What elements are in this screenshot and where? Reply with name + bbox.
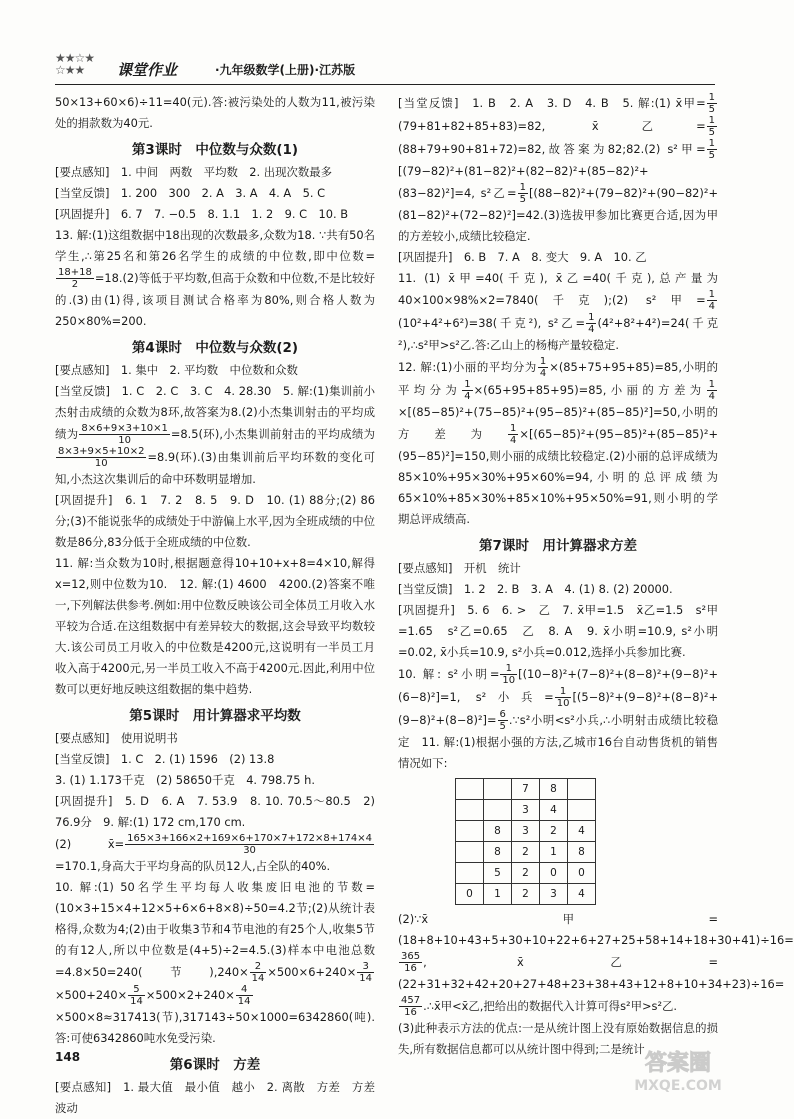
answer-paragraph: 3. (1) 1.173千克 (2) 58650千克 4. 798.75 h. [55, 773, 315, 787]
fraction: $\frac{457}{16}$ [401, 995, 421, 1018]
grid-row [456, 800, 596, 821]
fraction: $\frac{1}{5}$ [708, 92, 715, 115]
grid-cell: 0 [456, 884, 484, 905]
grid-row [456, 821, 596, 842]
watermark-line-2: MXQE.COM [634, 1078, 722, 1094]
grid-row [456, 884, 596, 905]
answer-paragraph: [当堂反馈] 1. C 2. (1) 1596 (2) 13.8 [55, 752, 275, 766]
fraction: $\frac{4}{14}$ [237, 984, 251, 1007]
answer-paragraph: [要点感知] 开机 统计 [398, 561, 521, 575]
answer-paragraph: [当堂反馈] 1. B 2. A 3. D 4. B 5. 解:(1) x̄甲= $\frac{1}{5}$ (79+81+82+85+83)=82, x̄乙= $\frac{1}{5}$ (88+79+90+81+72)=82,故答案为82;82.(2) s²甲= $\frac{1}{5}$ [(79−82)²+(81−82)²+(82−82)²+(85−82)²+(83−82)²]=4, s²乙= $\frac{1}{5}$ [(88−82)²+(79−82)²+(90−82)²+(81−82)²+(72−82)²]=42.(3)选拔甲参加比赛更合适,因为甲的方差较小,成绩比较稳定. [398, 92, 718, 243]
grid-cell: 8 [568, 842, 596, 863]
grid-row [456, 842, 596, 863]
fraction: $\frac{1}{4}$ [464, 379, 471, 402]
sales-grid [455, 778, 596, 905]
fraction: $\frac{1}{4}$ [708, 379, 715, 402]
grid-cell [484, 800, 512, 821]
grid-cell [568, 779, 596, 800]
decorative-stars-icon: ★★☆★ ☆★★ [55, 51, 95, 77]
grid-cell: 1 [540, 842, 568, 863]
fraction: $\frac{1}{4}$ [708, 289, 715, 312]
answer-paragraph: [要点感知] 1. 中间 两数 平均数 2. 出现次数最多 [55, 165, 333, 179]
answer-paragraph: (2) x̄= $\frac{165\times 3+166\times 2+169\times 6+170\times 7+172\times 8+174\times 4}{30}$ =170.1,身高大于平均身高的队员12人,占全队的40%. [55, 833, 372, 873]
answer-paragraph: [当堂反馈] 1. 2 2. B 3. A 4. (1) 8. (2) 20000. [398, 582, 673, 596]
answer-paragraph: [当堂反馈] 1. C 2. C 3. C 4. 28.30 5. 解:(1)集训前小杰射击成绩的众数为8环,故答案为8.(2)小杰集训射击的平均成绩为 $\frac{8\times 6+9\times 3+10\times 1}{10}$ =8.5(环),小杰集训前射击的平均成绩为 $\frac{8\times 3+9\times 5+10\times 2}{10}$ =8.9(环).(3)由集训前后平均环数的变化可知,小杰这次集训后的命中环数明显增加. [55, 384, 375, 486]
grid-cell: 2 [512, 863, 540, 884]
fraction: $\frac{8\times 6+9\times 3+10\times 1}{10}$ [81, 423, 168, 446]
fraction: $\frac{8\times 3+9\times 5+10\times 2}{10}$ [58, 446, 145, 469]
answer-paragraph: 12. 解:(1)小丽的平均分为 $\frac{1}{4}$ ×(85+75+95+85)=85,小明的平均分为 $\frac{1}{4}$ ×(65+95+85+95)=85,小丽的方差为 $\frac{1}{4}$ ×[(85−85)²+(75−85)²+(95−85)²+(85−85)²]=50,小明的方差为 $\frac{1}{4}$ ×[(65−85)²+(95−85)²+(85−85)²+(95−85)²]=150,则小丽的成绩比较稳定.(2)小丽的总评成绩为85×10%+95×30%+95×60%=94,小明的总评成绩为65×10%+85×30%+85×10%+95×50%=91,则小明的学期总评成绩高. [398, 356, 718, 526]
fraction: $\frac{1}{5}$ [519, 182, 526, 205]
answer-paragraph: [巩固提升] 5. 6 6. > 乙 7. x̄甲=1.5 x̄乙=1.5 s²甲=1.65 s²乙=0.65 乙 8. A 9. x̄小明=10.9, s²小明=0.02, x̄小兵=10.9, s²小兵=0.012,选择小兵参加比赛. [398, 603, 718, 659]
sales-grid-figure [455, 778, 718, 905]
grid-row [456, 863, 596, 884]
grid-cell: 3 [512, 821, 540, 842]
page-header [55, 50, 715, 85]
grid-cell: 8 [484, 821, 512, 842]
right-column [398, 92, 794, 1060]
fraction: $\frac{365}{16}$ [401, 951, 421, 974]
answer-paragraph: 10. 解: s²小明= $\frac{1}{10}$ [(10−8)²+(7−8)²+(8−8)²+(9−8)²+(6−8)²]=1, s²小兵= $\frac{1}{10}$ [(5−8)²+(9−8)²+(8−8)²+(9−8)²+(8−8)²]= $\frac{6}{5}$ .∵s²小明<s²小兵,∴小明射击成绩比较稳定 11. 解:(1)根据小强的方法,乙城市16台自动售货机的销售情况如下: [398, 663, 718, 770]
answer-paragraph: (3)此种表示方法的优点:一是从统计图上没有原始数据信息的损失,所有数据信息都可以从统计图中得到;二是统计 [398, 1021, 718, 1056]
answer-paragraph: [当堂反馈] 1. 200 300 2. A 3. A 4. A 5. C [55, 186, 326, 200]
answer-paragraph: (2)∵x̄甲=(18+8+10+43+5+30+10+22+6+27+25+58+14+18+30+41)÷16= $\frac{365}{16}$ , x̄乙=(22+31+32+42+20+27+48+23+38+43+12+8+10+34+23)÷16= $\frac{457}{16}$ .∴x̄甲<x̄乙,把给出的数据代入计算可得s²甲>s²乙. [398, 912, 794, 1018]
grid-cell: 4 [540, 800, 568, 821]
answer-paragraph: 50×13+60×6)÷11=40(元).答:被污染处的人数为11,被污染处的捐款数为40元. [55, 95, 375, 130]
lesson-heading: 第6课时 方差 [169, 1057, 261, 1073]
answer-paragraph: 13. 解:(1)这组数据中18出现的次数最多,众数为18. ∵共有50名学生,∴第25名和第26名学生的成绩的中位数,即中位数= $\frac{18+18}{2}$ =18.(2)等低于平均数,但高于众数和中位数,不是比较好的.(3)由(1)得,该项目测试合格率为80%,则合格人数为250×80%=200. [55, 228, 375, 328]
grid-cell: 8 [484, 842, 512, 863]
answer-paragraph: [巩固提升] 6. 1 7. 2 8. 5 9. D 10. (1) 88分;(2) 86分;(3)不能说张华的成绩处于中游偏上水平,因为全班成绩的中位数是86分,83分低于全班成绩的中位数. [55, 493, 375, 549]
answer-paragraph: [要点感知] 1. 集中 2. 平均数 中位数和众数 [55, 363, 298, 377]
watermark-logo [618, 1044, 738, 1096]
lesson-heading: 第4课时 中位数与众数(2) [131, 340, 299, 356]
lesson-heading: 第7课时 用计算器求方差 [479, 538, 637, 554]
book-subtitle: ·九年级数学(上册)·江苏版 [215, 63, 356, 77]
page-number: 148 [55, 1050, 81, 1064]
grid-cell: 5 [484, 863, 512, 884]
fraction: $\frac{1}{5}$ [708, 115, 715, 138]
fraction: $\frac{1}{10}$ [556, 686, 570, 709]
grid-cell [456, 863, 484, 884]
fraction: $\frac{1}{10}$ [502, 663, 516, 686]
fraction: $\frac{1}{4}$ [539, 356, 547, 379]
lesson-heading: 第3课时 中位数与众数(1) [131, 142, 299, 158]
watermark-line-1: 答案圈 [644, 1051, 712, 1076]
answer-paragraph: [要点感知] 1. 最大值 最小值 越小 2. 离散 方差 方差 波动 [55, 1080, 387, 1115]
lesson-heading: 第5课时 用计算器求平均数 [129, 708, 301, 724]
grid-cell [456, 779, 484, 800]
fraction: $\frac{165\times 3+166\times 2+169\times 6+170\times 7+172\times 8+174\times 4}{30}$ [127, 833, 372, 856]
answer-paragraph: [巩固提升] 5. D 6. A 7. 53.9 8. 10. 70.5～80.5 2) 76.9分 9. 解:(1) 172 cm,170 cm. [55, 794, 375, 829]
grid-cell: 0 [568, 863, 596, 884]
answer-paragraph: [要点感知] 使用说明书 [55, 731, 178, 745]
grid-cell: 7 [512, 779, 540, 800]
grid-cell: 1 [484, 884, 512, 905]
grid-cell: 8 [540, 779, 568, 800]
answer-paragraph: 11. (1) x̄甲=40(千克), x̄乙=40(千克),总产量为40×100×98%×2=7840(千克);(2) s²甲= $\frac{1}{4}$ (10²+4²+6²)=38(千克²), s²乙= $\frac{1}{4}$ (4²+8²+4²)=24(千克²),∴s²甲>s²乙.答:乙山上的杨梅产量较稳定. [398, 271, 718, 352]
grid-cell: 4 [568, 884, 596, 905]
fraction: $\frac{1}{4}$ [510, 423, 517, 446]
left-column [55, 92, 387, 1119]
grid-cell [456, 800, 484, 821]
grid-cell [568, 800, 596, 821]
book-brand: 课堂作业 [117, 61, 178, 79]
fraction: $\frac{1}{4}$ [588, 312, 595, 335]
grid-cell [484, 779, 512, 800]
answer-paragraph: 11. 解:当众数为10时,根据题意得10+10+x+8=4×10,解得x=12,则中位数为10. 12. 解:(1) 4600 4200.(2)答案不唯一,下列解法供参考.例如:用中位数反映该公司全体员工月收入水平较为合适.在这组数据中有差异较大的数据,这会导致平均数较大.该公司员工月收入的中位数是4200元,这说明有一半员工月收入高于4200元,另一半员工收入不高于4200元.因此,利用中位数可以更好地反映这组数据的集中趋势. [55, 556, 375, 696]
fraction: $\frac{1}{5}$ [708, 138, 715, 161]
grid-cell: 2 [512, 842, 540, 863]
fraction: $\frac{18+18}{2}$ [58, 267, 92, 290]
fraction: $\frac{5}{14}$ [130, 984, 143, 1007]
grid-cell: 0 [540, 863, 568, 884]
fraction: $\frac{6}{5}$ [499, 709, 506, 732]
grid-cell: 2 [540, 821, 568, 842]
grid-cell: 2 [512, 884, 540, 905]
grid-cell: 3 [540, 884, 568, 905]
grid-cell: 3 [512, 800, 540, 821]
fraction: $\frac{3}{14}$ [359, 961, 372, 984]
answer-paragraph: 10. 解:(1) 50名学生平均每人收集废旧电池的节数=(10×3+15×4+12×5+6×6+8×8)÷50=4.2节;(2)从统计表格得,众数为4;(2)由于收集3节和4节电池的有25个人,收集5节的有12人,所以中位数是(4+5)÷2=4.5.(3)样本中电池总数=4.8×50=240(节),240× $\frac{2}{14}$ ×500×6+240× $\frac{3}{14}$ ×500+240× $\frac{5}{14}$ ×500×2+240× $\frac{4}{14}$ ×500×8≈317413(节),317143÷50×1000=6342860(吨).答:可使6342860吨水免受污染. [55, 880, 375, 1045]
fraction: $\frac{2}{14}$ [251, 961, 265, 984]
grid-cell: 4 [568, 821, 596, 842]
answer-paragraph: [巩固提升] 6. 7 7. −0.5 8. 1.1 1. 2 9. C 10. B [55, 207, 349, 221]
grid-cell [456, 821, 484, 842]
grid-cell [456, 842, 484, 863]
answer-paragraph: [巩固提升] 6. B 7. A 8. 变大 9. A 10. 乙 [398, 250, 647, 264]
grid-row [456, 779, 596, 800]
